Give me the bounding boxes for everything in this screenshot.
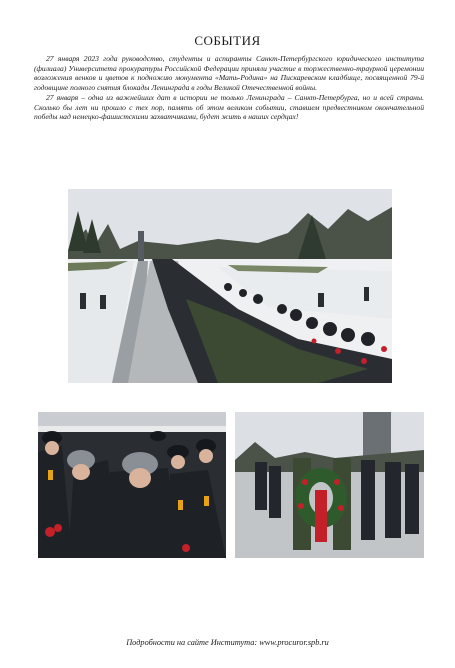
footer-note: Подробности на сайте Института: www.procuror.spb.ru — [126, 638, 329, 647]
page-title: СОБЫТИЯ — [194, 33, 261, 48]
article-paragraph: 27 января – одна из важнейших дат в истории не только Ленинграда – Санкт-Петербурга, но и всей страны. Сколько бы лет ни прошло с тех пор, память об этом великом событии, ставшем предвестником окончательной победы над немецко-фашистскими захватчиками, будет жить в наших сердцах! — [34, 92, 424, 122]
article-body — [34, 54, 424, 122]
photo-cadets — [38, 412, 226, 558]
photo-procession — [68, 189, 392, 383]
photo-wreath — [235, 412, 424, 558]
article-paragraph: 27 января 2023 года руководство, студенты и аспиранты Санкт-Петербургского юридического института (филиала) Университета прокуратуры Российской Федерации приняли участие в торжественно-траурной церемонии возложения венков и цветов к подножию монумента «Мать-Родина» на Пискаревском кладбище, посвященной 79-й годовщине полного снятия блокады Ленинграда в годы Великой Отечественной войны. — [34, 54, 424, 93]
